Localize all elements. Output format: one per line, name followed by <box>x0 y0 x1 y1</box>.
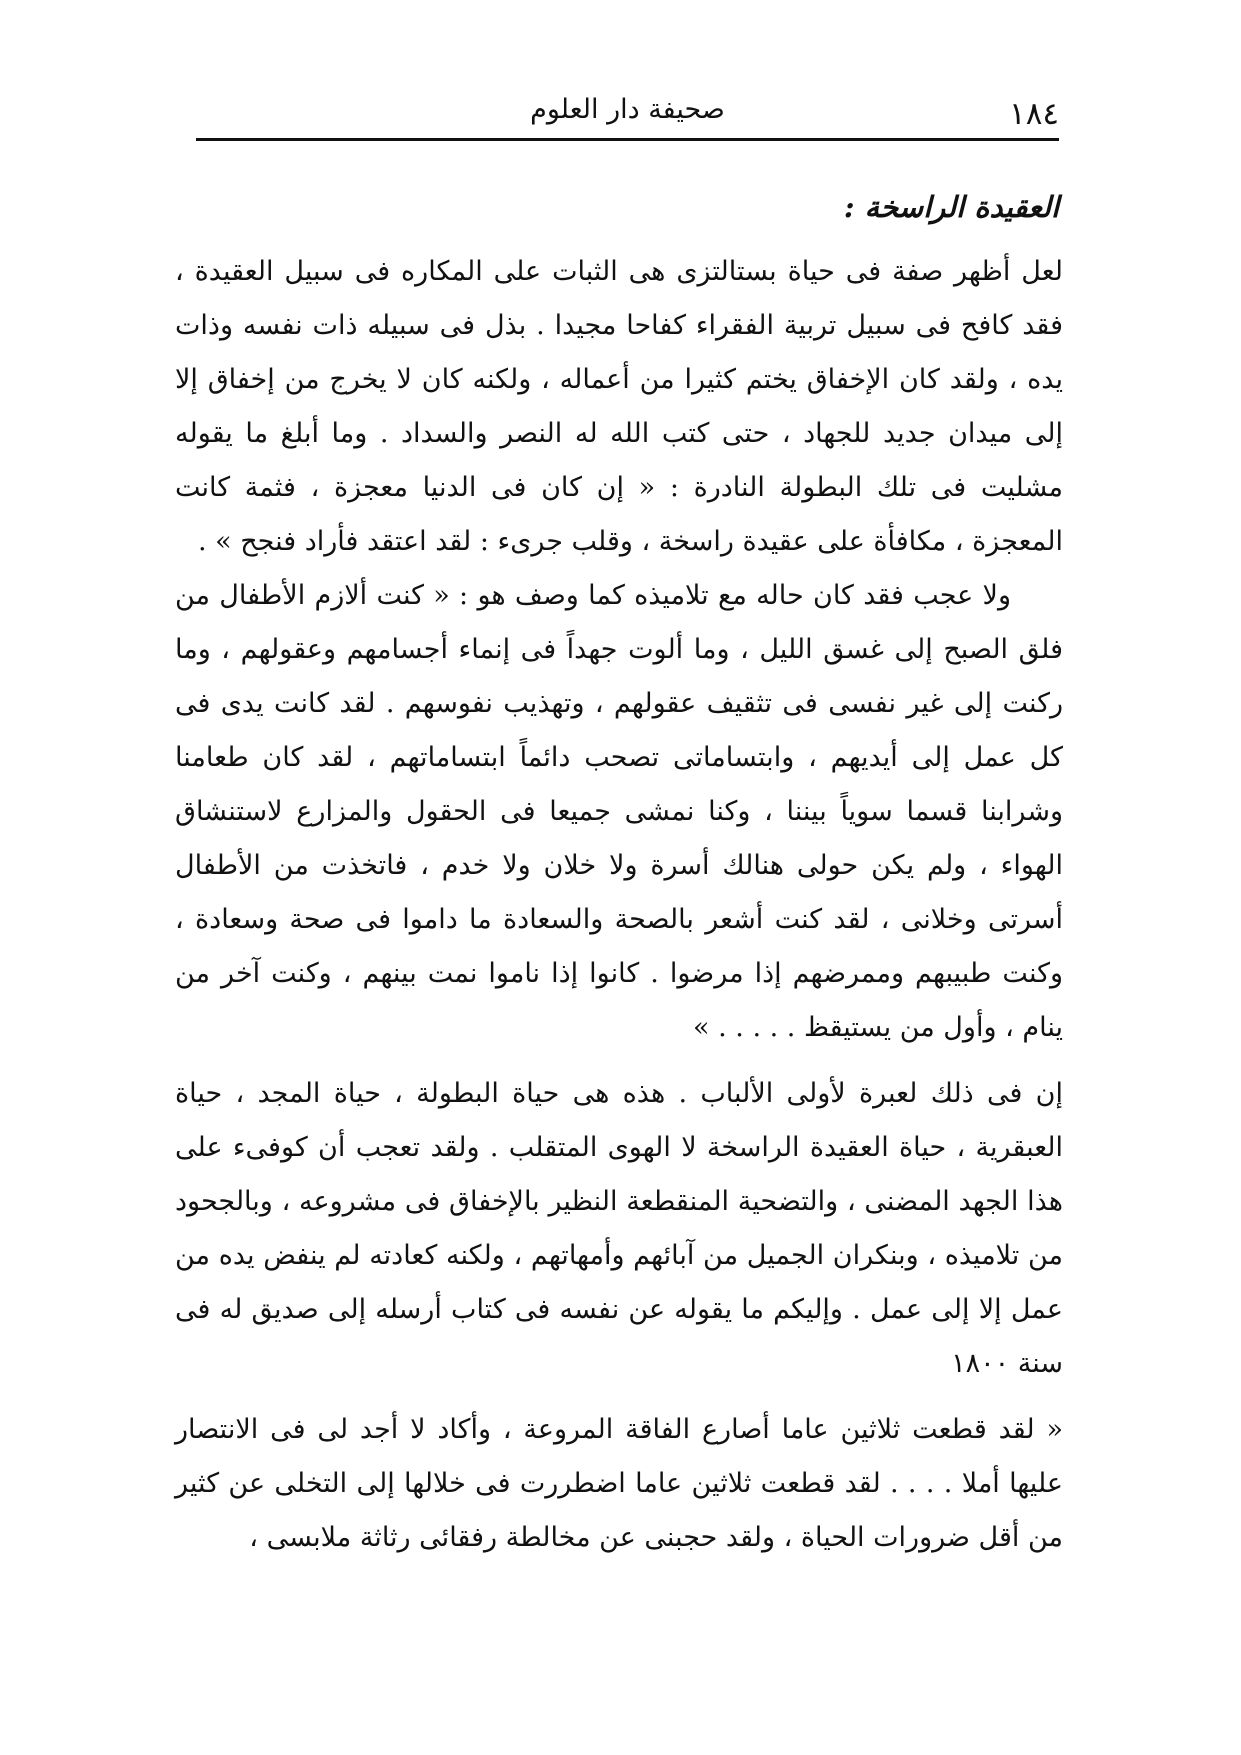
header-rule <box>196 138 1059 141</box>
paragraph-3: إن فى ذلك لعبرة لأولى الألباب . هذه هى حياة البطولة ، حياة المجد ، حياة العبقرية ، حياة العقيدة الراسخة لا الهوى المتقلب . ولقد تعجب أن كوفىء على هذا الجهد المضنى ، والتضحية المنقطعة النظير بالإخفاق فى مشروعه ، وبالجحود من تلاميذه ، وبنكران الجميل من آبائهم وأمهاتهم ، ولكنه كعادته لم ينفض يده من عمل إلا إلى عمل . وإليكم ما يقوله عن نفسه فى كتاب أرسله إلى صديق له فى سنة ١٨٠٠ <box>175 1078 1063 1379</box>
journal-title: صحيفة دار العلوم <box>530 94 725 125</box>
section-heading: العقيدة الراسخة : <box>843 190 1059 224</box>
paragraph-2: ولا عجب فقد كان حاله مع تلاميذه كما وصف هو : « كنت ألازم الأطفال من فلق الصبح إلى غسق الليل ، وما ألوت جهداً فى إنماء أجسامهم وعقولهم ، وما ركنت إلى غير نفسى فى تثقيف عقولهم ، وتهذيب نفوسهم . لقد كانت يدى فى كل عمل إلى أيديهم ، وابتساماتى تصحب دائماً ابتساماتهم ، لقد كان طعامنا وشرابنا قسما سوياً بيننا ، وكنا نمشى جميعا فى الحقول والمزارع لاستنشاق الهواء ، ولم يكن حولى هنالك أسرة ولا خلان ولا خدم ، فاتخذت من الأطفال أسرتى وخلانى ، لقد كنت أشعر بالصحة والسعادة ما داموا فى صحة وسعادة ، وكنت طبيبهم وممرضهم إذا مرضوا . كانوا إذا ناموا نمت بينهم ، وكنت آخر من ينام ، وأول من يستيقظ . . . . . » <box>175 580 1063 1043</box>
paragraph-4: « لقد قطعت ثلاثين عاما أصارع الفاقة المروعة ، وأكاد لا أجد لى فى الانتصار عليها أملا . . . . لقد قطعت ثلاثين عاما اضطررت فى خلالها إلى التخلى عن كثير من أقل ضرورات الحياة ، ولقد حجبنى عن مخالطة رفقائى رثاثة ملابسى ، <box>175 1414 1063 1553</box>
body-text <box>175 245 1063 1565</box>
page-number: ١٨٤ <box>1009 96 1059 132</box>
paragraph-1: لعل أظهر صفة فى حياة بستالتزى هى الثبات على المكاره فى سبيل العقيدة ، فقد كافح فى سبيل تربية الفقراء كفاحا مجيدا . بذل فى سبيله ذات نفسه وذات يده ، ولقد كان الإخفاق يختم كثيرا من أعماله ، ولكنه كان لا يخرج من إخفاق إلا إلى ميدان جديد للجهاد ، حتى كتب الله له النصر والسداد . وما أبلغ ما يقوله مشليت فى تلك البطولة النادرة : « إن كان فى الدنيا معجزة ، فثمة كانت المعجزة ، مكافأة على عقيدة راسخة ، وقلب جرىء : لقد اعتقد فأراد فنجح » . <box>175 256 1063 557</box>
page-header <box>196 78 1059 138</box>
